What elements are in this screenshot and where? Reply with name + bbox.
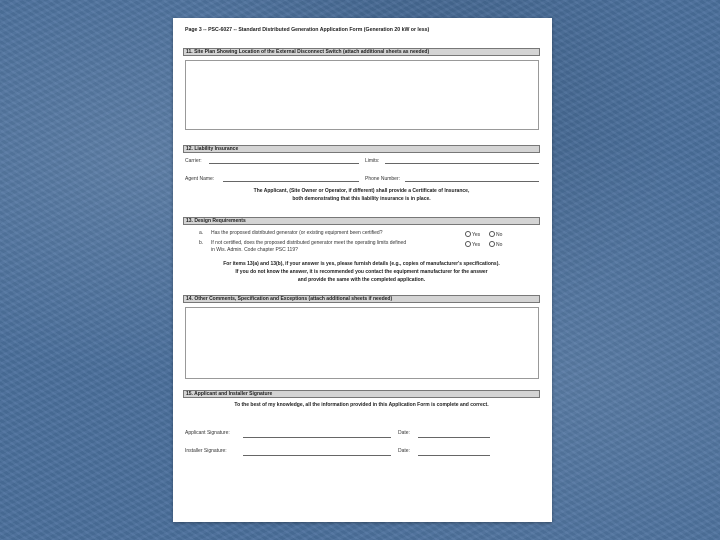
form-page <box>173 18 552 522</box>
question-b-yes-option[interactable] <box>465 241 480 248</box>
installer-signature-field[interactable] <box>243 455 391 456</box>
no-label: No <box>496 242 503 248</box>
installer-signature-label: Installer Signature: <box>185 448 227 454</box>
phone-number-field[interactable] <box>405 181 539 182</box>
yes-label: Yes <box>472 232 481 238</box>
applicant-date-field[interactable] <box>418 437 490 438</box>
insurance-note-line-2: both demonstrating that this liability insurance is in place. <box>292 196 431 202</box>
radio-icon <box>489 241 495 247</box>
limits-label: Limits: <box>365 158 380 164</box>
question-a-text: Has the proposed distributed generator (or existing equipment been certified? <box>211 230 383 236</box>
agent-name-field[interactable] <box>223 181 359 182</box>
radio-icon <box>489 231 495 237</box>
limits-field[interactable] <box>385 163 539 164</box>
design-note-line-3: and provide the same with the completed application. <box>297 277 426 283</box>
question-a-yes-option[interactable] <box>465 231 480 238</box>
installer-date-field[interactable] <box>418 455 490 456</box>
section-12-title: 12. Liability Insurance <box>183 145 540 153</box>
question-b-no-option[interactable] <box>489 241 502 248</box>
applicant-signature-label: Applicant Signature: <box>185 430 230 436</box>
carrier-field[interactable] <box>209 163 359 164</box>
section-14-title: 14. Other Comments, Specification and Exceptions (attach additional sheets if needed) <box>183 295 540 303</box>
question-b-text-line-1: If not certified, does the proposed distributed generator meet the operating limits defined <box>211 240 407 246</box>
certification-statement: To the best of my knowledge, all the information provided in this Application Form is complete and correct. <box>234 402 489 408</box>
no-label: No <box>496 232 503 238</box>
question-b-text-line-2: in Wis. Admin. Code chapter PSC 119? <box>211 247 298 253</box>
carrier-label: Carrier: <box>185 158 202 164</box>
radio-icon <box>465 241 471 247</box>
design-note-line-2: If you do not know the answer, it is recommended you contact the equipment manufacturer for the answer <box>235 269 488 275</box>
installer-date-label: Date: <box>398 448 410 454</box>
phone-number-label: Phone Number: <box>365 176 401 182</box>
insurance-note-line-1: The Applicant, (Site Owner or Operator, if different) shall provide a Certificate of Insurance, <box>253 188 470 194</box>
site-plan-box[interactable] <box>185 60 539 130</box>
page-header: Page 3 -- PSC-6027 -- Standard Distributed Generation Application Form (Generation 20 kW or less) <box>185 27 430 33</box>
radio-icon <box>465 231 471 237</box>
applicant-date-label: Date: <box>398 430 410 436</box>
question-a-marker: a. <box>199 230 204 236</box>
applicant-signature-field[interactable] <box>243 437 391 438</box>
question-b-marker: b. <box>199 240 204 246</box>
design-note-line-1: For items 13(a) and 13(b), if your answer is yes, please furnish details (e.g., copies of manufacturer's specifications). <box>223 261 500 267</box>
agent-name-label: Agent Name: <box>185 176 215 182</box>
section-15-title: 15. Applicant and Installer Signature <box>183 390 540 398</box>
yes-label: Yes <box>472 242 481 248</box>
question-a-no-option[interactable] <box>489 231 502 238</box>
comments-box[interactable] <box>185 307 539 379</box>
section-11-title: 11. Site Plan Showing Location of the External Disconnect Switch (attach additional sheets as needed) <box>183 48 540 56</box>
section-13-title: 13. Design Requirements <box>183 217 540 225</box>
